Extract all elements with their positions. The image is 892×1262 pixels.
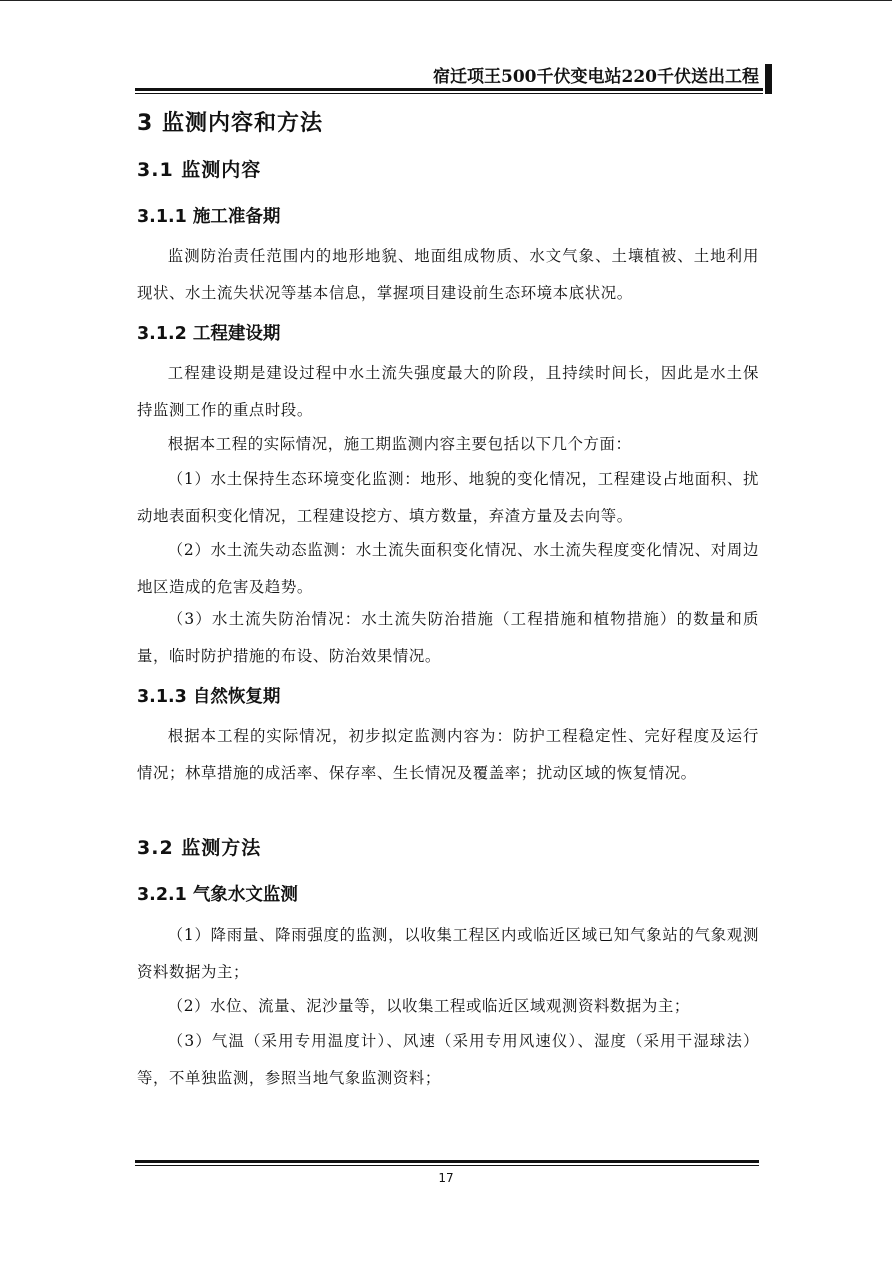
section-3-1-2-item-3: （3）水土流失防治情况：水土流失防治措施（工程措施和植物措施）的数量和质量，临时防护措施的布设、防治效果情况。 — [137, 610, 759, 665]
header-decor-bar — [765, 64, 772, 94]
section-3-1-heading: 3.1 监测内容 — [137, 159, 262, 181]
section-3-2-heading: 3.2 监测方法 — [137, 837, 262, 859]
footer-rule-thin — [135, 1165, 759, 1166]
top-edge-line — [0, 0, 892, 1]
page-number: 17 — [438, 1171, 454, 1185]
section-3-1-1-paragraph: 监测防治责任范围内的地形地貌、地面组成物质、水文气象、土壤植被、土地利用现状、水土流失状况等基本信息，掌握项目建设前生态环境本底状况。 — [137, 247, 759, 302]
section-3-2-1-item-1: （1）降雨量、降雨强度的监测，以收集工程区内或临近区域已知气象站的气象观测资料数据为主； — [137, 926, 759, 981]
section-3-2-1-item-3: （3）气温（采用专用温度计）、风速（采用专用风速仪）、湿度（采用干湿球法）等，不单独监测，参照当地气象监测资料； — [137, 1032, 759, 1087]
header-rule — [135, 88, 763, 91]
section-3-1-2-paragraph-1: 工程建设期是建设过程中水土流失强度最大的阶段，且持续时间长，因此是水土保持监测工作的重点时段。 — [137, 364, 759, 419]
section-3-1-2-heading: 3.1.2 工程建设期 — [137, 324, 281, 344]
page-header-title: 宿迁项王500千伏变电站220千伏送出工程 — [433, 67, 759, 87]
section-3-2-1-heading: 3.2.1 气象水文监测 — [137, 885, 298, 905]
section-3-2-1-item-2: （2）水位、流量、泥沙量等，以收集工程或临近区域观测资料数据为主； — [167, 997, 690, 1015]
section-3-heading: 3 监测内容和方法 — [137, 111, 323, 136]
footer-rule — [135, 1160, 759, 1163]
header-rule-thin — [135, 93, 763, 94]
section-3-1-1-heading: 3.1.1 施工准备期 — [137, 207, 281, 227]
section-3-1-3-heading: 3.1.3 自然恢复期 — [137, 687, 281, 707]
section-3-1-3-paragraph: 根据本工程的实际情况，初步拟定监测内容为：防护工程稳定性、完好程度及运行情况；林草措施的成活率、保存率、生长情况及覆盖率；扰动区域的恢复情况。 — [137, 727, 759, 782]
section-3-1-2-item-2: （2）水土流失动态监测：水土流失面积变化情况、水土流失程度变化情况、对周边地区造成的危害及趋势。 — [137, 541, 759, 596]
section-3-1-2-item-1: （1）水土保持生态环境变化监测：地形、地貌的变化情况，工程建设占地面积、扰动地表面积变化情况，工程建设挖方、填方数量，弃渣方量及去向等。 — [137, 470, 759, 525]
section-3-1-2-paragraph-2: 根据本工程的实际情况，施工期监测内容主要包括以下几个方面： — [167, 435, 632, 453]
